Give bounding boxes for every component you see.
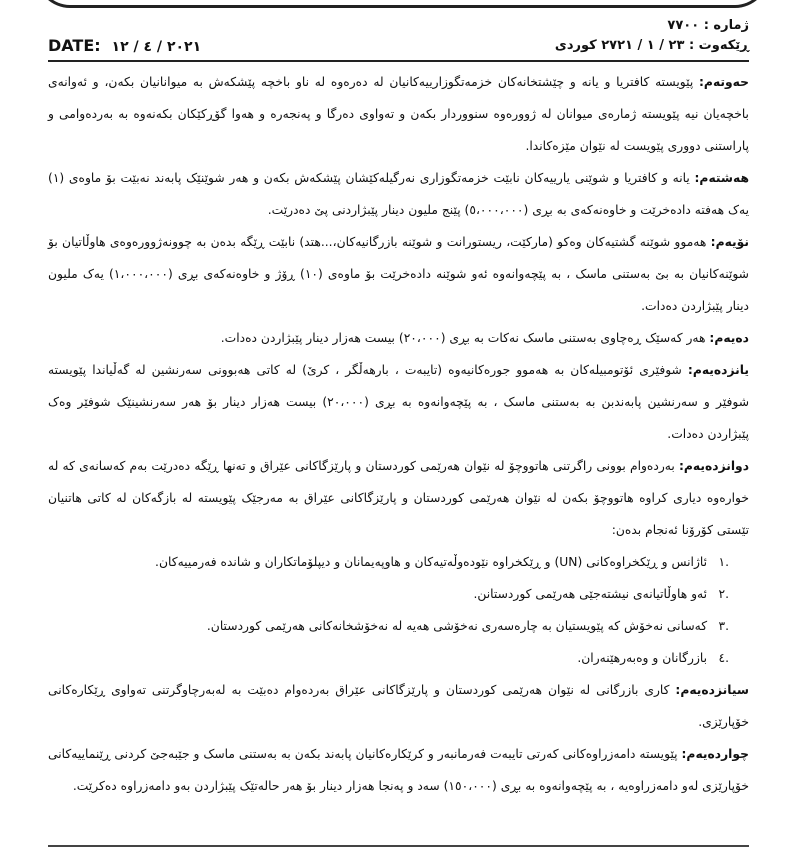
list-item-text: ئەو هاوڵاتیانەی نیشتەجێی هەرێمی کوردستانن. [473,587,708,601]
text-line: پێویستە کافتریا و یانە و چێشتخانەکان خزمەتگوزارییەکانیان لە دەرەوە لە ناو باخچە پێشکەش بە میوانانیان بکەن، [104,75,694,89]
header-divider [48,60,749,62]
list-item-number: .٣ [718,619,729,633]
section-paragraph [48,66,749,162]
latin-date [48,36,201,55]
text-line: کەسانەی کە لە خوارەوە دیاری کراوە هاتووچۆ بکەن لە نێوان هەرێمی کوردستان و پارێزگاکانی عێراق بە مەرجێک پێویستە لە [48,459,749,505]
section-paragraph [48,322,749,354]
footer-divider [48,845,749,847]
list-item-text: کەسانی نەخۆش کە پێویستیان بە چارەسەری نەخۆشی هەیە لە نەخۆشخانەکانی هەرێمی کوردستان. [206,619,708,633]
list-item [48,578,729,610]
page-frame-arc [36,0,769,8]
reference-date: ڕێکەوت : ٢٣ / ١ / ٢٧٢١ کوردی [554,38,749,53]
section-heading: یانزدەیەم: [687,363,749,377]
text-line: بەردەوام بوونی راگرتنی هاتووچۆ لە نێوان هەرێمی کوردستان و پارێزگاکانی عێراق و تەنها ڕێگە دەدرێت بەم [129,459,675,473]
list-item-text: بازرگانان و وەبەرهێنەران. [577,651,708,665]
section-heading: دوانزدەیەم: [679,459,750,473]
section-paragraph [48,354,749,450]
text-line: پێویستە شوفێر و سەرنشین پابەندبن بە بەستنی ماسک ، بە پێچەوانەوە بە بڕی (٢٠،٠٠٠) بیست هەزار دینار بۆ هەر سەرنشینێک [48,363,749,409]
text-line: یانە و کافتریا و شوێنی یارییەکان نابێت خزمەتگوزاری نەرگیلەکێشان پێشکەش بکەن و هەر شوێنێک پابەند نەبێت [120,171,690,185]
list-item-text: ئاژانس و ڕێکخراوەکانی (UN) و ڕێکخراوە نێودەوڵەتیەکان و هاوپەیمانان و دیپلۆماتکاران و شاندە فەرمییەکان. [155,555,708,569]
text-line: شوفێر وەک پێبژاردن دەدات. [48,395,749,441]
section-paragraph [48,162,749,226]
text-line: شوفێری ئۆتومبیلەکان بە هەموو جورەکانیەوە (تایبەت ، بارهەڵگر ، کرێ) لە کاتی هەبوونی سەرنشین لە گەڵیاندا [92,363,682,377]
section-heading: هەشتەم: [694,171,749,185]
text-line: بۆ ماوەی (١) یەک هەفتە دادەخرێت و خاوەنەکەی بە بڕی (٥،٠٠٠،٠٠٠) پێنج ملیون دینار پێبژاردنی پێ دەدرێت. [48,171,749,217]
section-paragraph [48,450,749,546]
section-heading: حەوتەم: [699,75,749,89]
reference-number: ژمارە : ٧٧٠٠ [667,18,749,33]
text-line: کردنی ڕێنماییەکانی خۆپارێزی لەو دامەزراوەیە ، بە پێچەوانەوە بە بڕی (١٥٠،٠٠٠) سەد و پەنجا هەزار دینار بۆ هەر حالەتێک [48,747,749,793]
text-line: (١،٠٠٠،٠٠٠) یەک ملیون دینار پێبژاردن دەدات. [48,267,749,313]
allowed-travellers-list [48,546,749,674]
text-line: و ئەوانەی باخچەیان نیە پێویستە ژمارەی میوانان لە ژوورەوە سنووردار بکەن و تەواوی دەرگا و پەنجەرە و هەوا گۆڕکێکان [48,75,749,121]
section-paragraph [48,674,749,738]
date-label: DATE: [48,36,101,55]
section-paragraph [48,738,749,802]
text-line: هاوڵاتیان بۆ شوێنەکانیان بە بێ بەستنی ماسک ، بە پێچەوانەوە ئەو شوێنە دادەخرێت بۆ ماوەی (١٠) ڕۆژ و خاوەنەکەی بڕی [48,235,749,281]
list-item [48,546,729,578]
section-heading: دەیەم: [709,331,749,345]
list-item [48,642,729,674]
date-value: ٢٠٢١ / ٤ / ١٢ [111,39,202,55]
list-item-number: .٢ [718,587,729,601]
text-line: بازگەکان لە کاتی هاتنیان تێستی کۆرۆنا ئەنجام بدەن: [48,491,749,537]
text-line: هەر کەسێک ڕەچاوی بەستنی ماسک نەکات بە بڕی (٢٠،٠٠٠) بیست هەزار دینار پێبژاردن دەدات. [220,331,706,345]
list-item-number: .٤ [718,651,729,665]
text-line: پێویستە دامەزراوەکانی کەرتی تایبەت فەرمانبەر و کرێکارەکانیان پابەند بکەن بە بەستنی ماسک و جێبەجێ [150,747,678,761]
text-line: پێبژاردن بەو دامەزراوە دەکرێت. [72,779,236,793]
text-line: هەموو شوێنە گشتیەکان وەکو (مارکێت، ریستورانت و شوێنە بازرگانیەکان،...هتد) نابێت ڕێگە بدەن بە چوونەژوورەوەی [109,235,707,249]
section-heading: سیانزدەیەم: [675,683,749,697]
section-heading: نۆیەم: [710,235,749,249]
text-line: کاری بازرگانی لە نێوان هەرێمی کوردستان و پارێزگاکانی عێراق بەردەوام دەبێت بە لەبەرچاوگرتنی تەواوی [111,683,670,697]
list-item [48,610,729,642]
document-header [48,12,749,58]
document-body [48,66,749,802]
section-heading: چواردەیەم: [681,747,749,761]
section-paragraph [48,226,749,322]
list-item-number: .١ [718,555,729,569]
text-line: ڕێکارەکانی خۆپارێزی. [48,683,749,729]
text-line: بکەنەوە بە بەردەوامی و پاراستنی دووری پێویست لە نێوان مێزەکاندا. [48,107,749,153]
